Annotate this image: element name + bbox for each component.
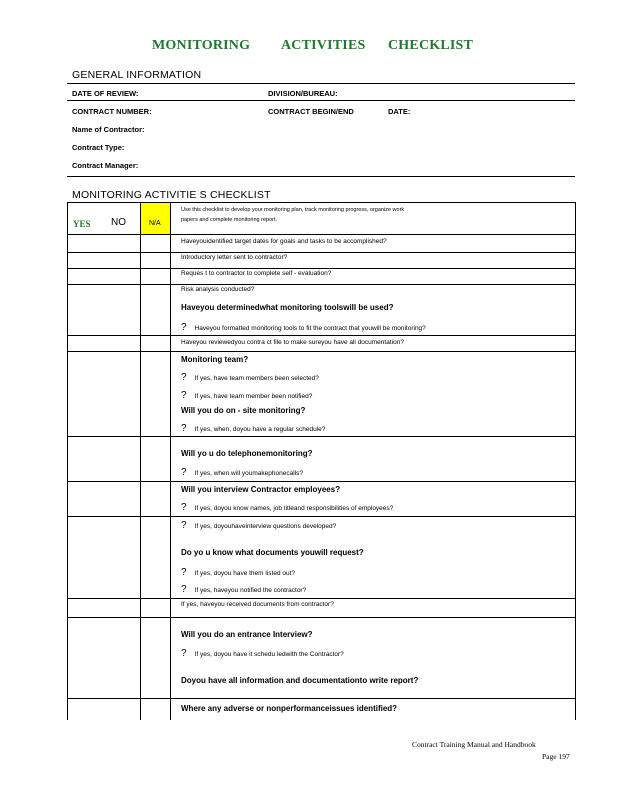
contract-begin-end-label: CONTRACT BEGIN/END — [268, 107, 354, 116]
checklist-item — [181, 467, 303, 478]
name-of-contractor-label: Name of Contractor: — [72, 125, 145, 134]
checklist-item — [181, 238, 387, 245]
table-left-border — [67, 202, 68, 720]
checklist-item — [181, 704, 397, 713]
checklist-item-text: Will you do on - site monitoring? — [181, 406, 306, 415]
checklist-item-text: Haveyouidentified target dates for goals and tasks to be accomplished? — [181, 238, 387, 245]
checklist-item-text: If yes, have team members been selected? — [194, 375, 319, 382]
checklist-item-text: Doyou have all information and documentationto write report? — [181, 676, 419, 685]
checklist-item — [181, 286, 254, 293]
divider — [67, 100, 575, 101]
checklist-item-text: If yes, doyou know names, job titleand responsibilities of employees? — [194, 505, 394, 512]
checklist-item — [181, 567, 295, 578]
checklist-item — [181, 676, 418, 685]
checklist-item — [181, 423, 325, 434]
row-divider — [67, 268, 575, 269]
title-monitoring: MONITORING — [152, 38, 251, 53]
checklist-item-text: Introductory letter sent to contractor? — [181, 254, 288, 261]
question-mark-icon: ? — [181, 520, 187, 531]
row-divider — [67, 598, 575, 599]
checklist-item-text: If yes, when will youmakephonecalls? — [194, 470, 303, 477]
page-title — [0, 38, 618, 58]
checklist-item — [181, 601, 334, 608]
checklist-item-text: Will yo u do telephonemonitoring? — [181, 449, 313, 458]
col-divider-yes-no — [140, 202, 141, 720]
checklist-item — [181, 270, 331, 277]
checklist-item — [181, 502, 393, 513]
checklist-item — [181, 339, 404, 346]
checklist-item-text: Haveyou formatted monitoring tools to fit the contract that youwill be monitoring? — [194, 325, 426, 332]
table-right-border — [575, 202, 576, 720]
checklist-item-text: Do yo u know what documents youwill request? — [181, 548, 364, 557]
checklist-item — [181, 254, 287, 261]
yes-column-header: YES — [73, 219, 91, 229]
checklist-item-text: Risk analysis conducted? — [181, 286, 255, 293]
checklist-heading: MONITORING ACTIVITIE S CHECKLIST — [72, 189, 271, 201]
checklist-item-text: Haveyou reviewedyou contra ct file to make sureyou have all documentation? — [181, 339, 404, 346]
checklist-item — [181, 630, 313, 639]
col-divider-no-na — [170, 202, 171, 720]
checklist-item — [181, 584, 306, 595]
checklist-table — [67, 202, 575, 720]
footer-page-number: Page 197 — [542, 752, 570, 761]
row-divider — [67, 284, 575, 285]
question-mark-icon: ? — [181, 390, 187, 401]
checklist-item — [181, 648, 344, 659]
checklist-item-text: Will you do an entrance Interview? — [181, 630, 313, 639]
checklist-item — [181, 485, 340, 494]
checklist-item — [181, 372, 319, 383]
checklist-item — [181, 520, 336, 531]
checklist-item — [181, 406, 305, 415]
row-divider — [67, 481, 575, 482]
checklist-item — [181, 322, 426, 333]
checklist-item-text: If yes, doyouhaveinterview questions developed? — [194, 523, 337, 530]
row-divider — [67, 698, 575, 699]
question-mark-icon: ? — [181, 567, 187, 578]
question-mark-icon: ? — [181, 322, 187, 333]
checklist-item-text: Will you interview Contractor employees? — [181, 485, 341, 494]
checklist-item-text: If yes, doyou have it schedu ledwith the Contractor? — [194, 651, 344, 658]
row-divider — [67, 617, 575, 618]
question-mark-icon: ? — [181, 502, 187, 513]
contract-type-label: Contract Type: — [72, 143, 125, 152]
header-bottom-border — [67, 234, 575, 235]
checklist-item-text: Haveyou determinedwhat monitoring toolswill be used? — [181, 303, 394, 312]
checklist-item-text: If yes, haveyou received documents from contractor? — [181, 601, 334, 608]
title-activities: ACTIVITIES — [281, 38, 366, 53]
general-information-heading: GENERAL INFORMATION — [72, 69, 202, 81]
table-top-border — [67, 202, 575, 203]
row-divider — [67, 252, 575, 253]
checklist-item — [181, 548, 364, 557]
checklist-intro-line-2: papers and complete monitoring report. — [181, 217, 277, 223]
checklist-item-text: If yes, have team member been notified? — [194, 393, 313, 400]
checklist-item-text: If yes, when, doyou have a regular schedule? — [194, 426, 326, 433]
checklist-item — [181, 449, 312, 458]
no-column-header: NO — [111, 217, 126, 228]
date-of-review-label: DATE OF REVIEW: — [72, 89, 139, 98]
checklist-item-text: If yes, haveyou notified the contractor? — [194, 587, 307, 594]
checklist-item-text: Monitoring team? — [181, 355, 249, 364]
na-column-header: N/A — [149, 220, 161, 227]
date-label: DATE: — [388, 107, 411, 116]
checklist-item — [181, 390, 312, 401]
row-divider — [67, 516, 575, 517]
question-mark-icon: ? — [181, 648, 187, 659]
row-divider — [67, 351, 575, 352]
question-mark-icon: ? — [181, 467, 187, 478]
checklist-item-text: Where any adverse or nonperformanceissues identified? — [181, 704, 398, 713]
row-divider — [67, 436, 575, 437]
checklist-item — [181, 303, 393, 312]
checklist-item-text: If yes, doyou have them listed out? — [194, 570, 296, 577]
footer-manual-title: Contract Training Manual and Handbook — [412, 740, 536, 749]
na-header-highlight — [140, 202, 170, 234]
question-mark-icon: ? — [181, 372, 187, 383]
checklist-item-text: Reques t to contractor to complete self - evaluation? — [181, 270, 332, 277]
contract-manager-label: Contract Manager: — [72, 161, 139, 170]
question-mark-icon: ? — [181, 423, 187, 434]
division-bureau-label: DIVISION/BUREAU: — [268, 89, 338, 98]
row-divider — [67, 335, 575, 336]
contract-number-label: CONTRACT NUMBER: — [72, 107, 152, 116]
title-checklist: CHECKLIST — [388, 38, 474, 53]
checklist-item — [181, 355, 248, 364]
question-mark-icon: ? — [181, 584, 187, 595]
checklist-intro-line-1: Use this checklist to develop your monitoring plan, track monitoring progress, organize work — [181, 207, 405, 213]
